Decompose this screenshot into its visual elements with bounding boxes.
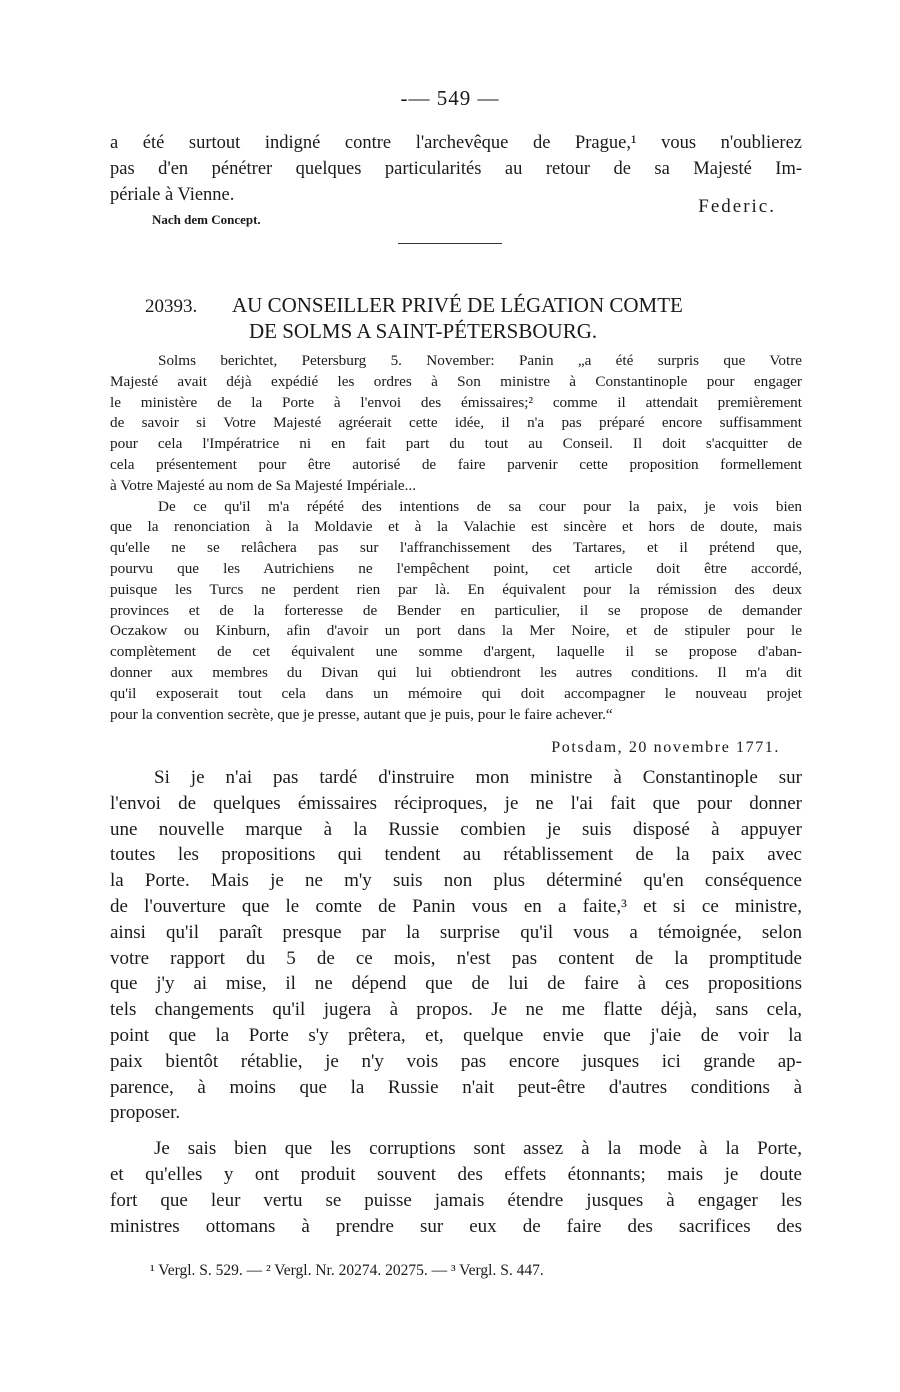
report-line: provinces et de la forteresse de Bender en particulier, il se propose de demander — [110, 601, 802, 619]
report-line: De ce qu'il m'a répété des intentions de sa cour pour la paix, je vois bien — [158, 497, 802, 515]
letter-line: proposer. — [110, 1102, 181, 1124]
letter-line: votre rapport du 5 de ce mois, n'est pas content de la promptitude — [110, 947, 802, 969]
report-line: pourvu que les Autrichiens ne l'empêchent point, cet article doit être accordé, — [110, 559, 802, 577]
report-line: complètement de cet équivalent une somme d'argent, laquelle il se propose d'aban- — [110, 643, 802, 661]
letter-line: et qu'elles y ont produit souvent des effets étonnants; mais je doute — [110, 1163, 802, 1185]
text-line: pas d'en pénétrer quelques particularités au retour de sa Majesté Im- — [110, 159, 802, 179]
report-line: cela présentement pour être autorisé de faire parvenir cette proposition formellement — [110, 455, 802, 473]
source-note: Nach dem Concept. — [152, 212, 261, 227]
report-line: puisque les Turcs ne perdent rien par là. En équivalent pour la rémission des deux — [110, 580, 802, 598]
letter-line: que j'y ai mise, il ne dépend que de lui de faire à ces propositions — [110, 973, 802, 995]
report-line: le ministère de la Porte à l'envoi des émissaires;² comme il attendait premièrement — [110, 393, 802, 411]
report-line: Solms berichtet, Petersburg 5. November: Panin „a été surpris que Votre — [158, 352, 802, 369]
document-title-line-2: DE SOLMS A SAINT-PÉTERSBOURG. — [249, 319, 598, 343]
report-line: pour la convention secrète, que je presse, autant que je puis, pour le faire achever.“ — [110, 705, 613, 723]
dateline: Potsdam, 20 novembre 1771. — [551, 739, 780, 756]
letter-line: une nouvelle marque à la Russie combien je suis disposé à appuyer — [110, 818, 802, 840]
letter-line: Si je n'ai pas tardé d'instruire mon ministre à Constantinople sur — [154, 767, 802, 788]
text-line: périale à Vienne. — [110, 185, 235, 205]
letter-line: l'envoi de quelques émissaires réciproques, je ne l'ai fait que pour donner — [110, 792, 802, 814]
letter-line: de l'ouverture que le comte de Panin vous en a faite,³ et si ce ministre, — [110, 895, 802, 917]
report-line: pour cela l'Impératrice ni en fait part du tout au Conseil. Il doit s'acquitter de — [110, 435, 802, 453]
report-line: qu'elle ne se relâchera pas sur l'affranchissement des Tartares, et il prétend que, — [110, 539, 802, 557]
letter-line: ainsi qu'il paraît presque par la surprise qu'il vous a témoignée, selon — [110, 921, 802, 943]
letter-line: la Porte. Mais je ne m'y suis non plus déterminé qu'en conséquence — [110, 870, 802, 892]
report-line: qu'il exposerait tout cela dans un mémoire qui doit accompagner le nouveau projet — [110, 684, 802, 702]
paragraph-gap — [110, 1126, 802, 1136]
report-line: de savoir si Votre Majesté agréerait cette idée, il n'a pas préparé encore suffisamment — [110, 414, 802, 432]
section-divider — [398, 243, 502, 244]
document-title-line-1: AU CONSEILLER PRIVÉ DE LÉGATION COMTE — [232, 293, 683, 317]
letter-line: paix bientôt rétablie, je n'y vois pas encore jusques ici grande ap- — [110, 1050, 802, 1072]
document-number: 20393. — [145, 296, 198, 317]
text-line: a été surtout indigné contre l'archevêque de Prague,¹ vous n'oublierez — [110, 133, 802, 153]
footnotes: ¹ Vergl. S. 529. — ² Vergl. Nr. 20274. 20275. — ³ Vergl. S. 447. — [150, 1262, 544, 1279]
report-summary — [110, 351, 802, 725]
letter-body — [110, 765, 802, 1239]
report-line: Oczakow ou Kinburn, afin d'avoir un port dans la Mer Noire, et de stipuler pour le — [110, 622, 802, 640]
letter-line: fort que leur vertu se puisse jamais étendre jusques à engager les — [110, 1189, 802, 1211]
letter-line: tels changements qu'il jugera à propos. Je ne me flatte déjà, sans cela, — [110, 999, 802, 1021]
letter-line: ministres ottomans à prendre sur eux de faire des sacrifices des — [110, 1215, 802, 1237]
signature: Federic. — [698, 196, 776, 217]
report-line: à Votre Majesté au nom de Sa Majesté Impériale... — [110, 476, 417, 494]
letter-line: point que la Porte s'y prêtera, et, quelque envie que j'aie de voir la — [110, 1024, 802, 1046]
letter-line: Je sais bien que les corruptions sont assez à la mode à la Porte, — [154, 1138, 802, 1160]
letter-line: parence, à moins que la Russie n'ait peut-être d'autres conditions à — [110, 1076, 802, 1098]
letter-line: toutes les propositions qui tendent au rétablissement de la paix avec — [110, 844, 802, 866]
page-number: -— 549 — — [400, 86, 500, 110]
report-line: Majesté avait déjà expédié les ordres à Son ministre à Constantinople pour engager — [110, 372, 802, 390]
report-line: donner aux membres du Divan qui lui obtiendront les autres conditions. Il m'a dit — [110, 663, 802, 681]
report-line: que la renonciation à la Moldavie et à la Valachie est sincère et hors de doute, mais — [110, 518, 802, 536]
